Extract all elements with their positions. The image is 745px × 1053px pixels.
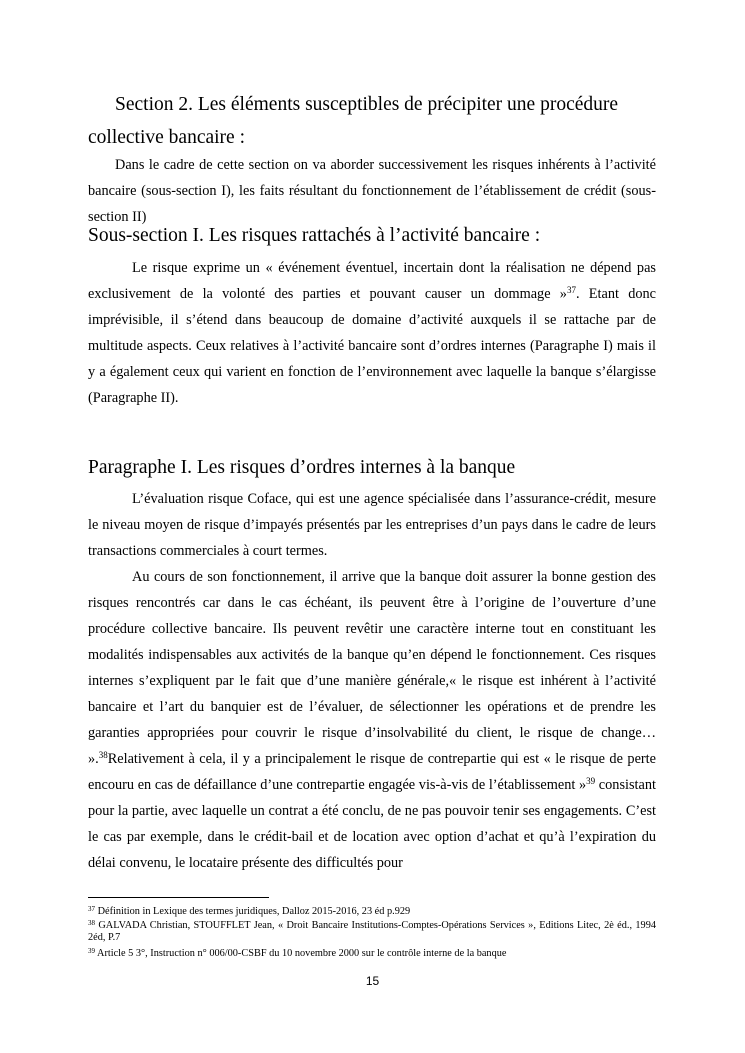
- footnote-number: 37: [88, 905, 95, 913]
- section-title: [88, 88, 668, 154]
- paragraph-text-1: Au cours de son fonctionnement, il arrive que la banque doit assurer la bonne gestion des risques rencontrés car dans le cas échéant, ils peuvent être à l’origine de l’ouverture d’une procédure collective bancaire. Ils peuvent revêtir une caractère interne tout en constituant les modalités indispensables aux activités de la banque qu’en dépend le fonctionnement. Ces risques internes s’expliquent par le fait que d’une manière générale,« le risque est inhérent à l’activité bancaire et l’art du banquier est de l’évaluer, de sélectionner les opérations et de prendre les garanties appropriées pour couvrir le risque d’insolvabilité du client, le risque de change… ».: [88, 569, 656, 767]
- footnote-number: 38: [88, 919, 95, 927]
- footnote-37: [88, 906, 656, 918]
- subsection-title: Sous-section I. Les risques rattachés à l’activité bancaire :: [88, 225, 541, 246]
- footnote-text: GALVADA Christian, STOUFFLET Jean, « Droit Bancaire Institutions-Comptes-Opérations Services », Editions Litec, 2è éd., 1994 2éd, P.7: [88, 920, 656, 943]
- footnote-39: [88, 948, 656, 960]
- paragraph-text-3: consistant pour la partie, avec laquelle un contrat a été conclu, de ne pas pouvoir tenir ses engagements. C’est le cas par exemple, dans le crédit-bail et de location avec option d’achat et qu’à l’expiration du délai convenu, le locataire présente des difficultés pour: [88, 777, 656, 871]
- footnote-text: Article 5 3°, Instruction n° 006/00-CSBF du 10 novembre 2000 sur le contrôle interne de la banque: [95, 948, 507, 959]
- footnote-text: Définition in Lexique des termes juridiques, Dalloz 2015-2016, 23 éd p.929: [95, 906, 411, 917]
- subsection-text-2: . Etant donc imprévisible, il s’étend dans beaucoup de domaine d’activité auxquels il se rattache par de multitude aspects. Ceux relatives à l’activité bancaire sont d’ordres internes (Paragraphe I) mais il y a également ceux qui varient en fonction de l’environnement avec laquelle la banque s’élargisse (Paragraphe II).: [88, 286, 656, 406]
- page-number: 15: [365, 974, 380, 988]
- footnote-38: [88, 920, 656, 944]
- section-title-line1: Section 2. Les éléments susceptibles de précipiter une procédure: [115, 94, 619, 115]
- paragraph-text-2: Relativement à cela, il y a principalement le risque de contrepartie qui est « le risque de perte encouru en cas de défaillance d’une contrepartie engagée vis-à-vis de l’établissement »: [88, 751, 656, 793]
- footnote-ref-39: 39: [586, 776, 596, 786]
- subsection-text-1: Le risque exprime un « événement éventuel, incertain dont la réalisation ne dépend pas exclusivement de la volonté des parties et pouvant causer un dommage »: [88, 260, 656, 302]
- footnote-number: 39: [88, 947, 95, 955]
- footnote-separator: [88, 897, 269, 898]
- footnote-ref-37: 37: [566, 285, 576, 295]
- subsection-paragraph: [88, 255, 656, 411]
- paragraph-body-2: [88, 564, 656, 876]
- footnote-ref-38: 38: [98, 750, 108, 760]
- section-intro: Dans le cadre de cette section on va aborder successivement les risques inhérents à l’activité bancaire (sous-section I), les faits résultant du fonctionnement de l’établissement de crédit (sous-section II): [88, 157, 656, 225]
- section-title-line2: collective bancaire :: [88, 127, 245, 148]
- paragraph-title: Paragraphe I. Les risques d’ordres internes à la banque: [88, 457, 516, 478]
- paragraph-body-1: L’évaluation risque Coface, qui est une agence spécialisée dans l’assurance-crédit, mesure le niveau moyen de risque d’impayés présentés par les entreprises d’un pays dans le cadre de leurs transactions commerciales à court termes.: [88, 491, 656, 559]
